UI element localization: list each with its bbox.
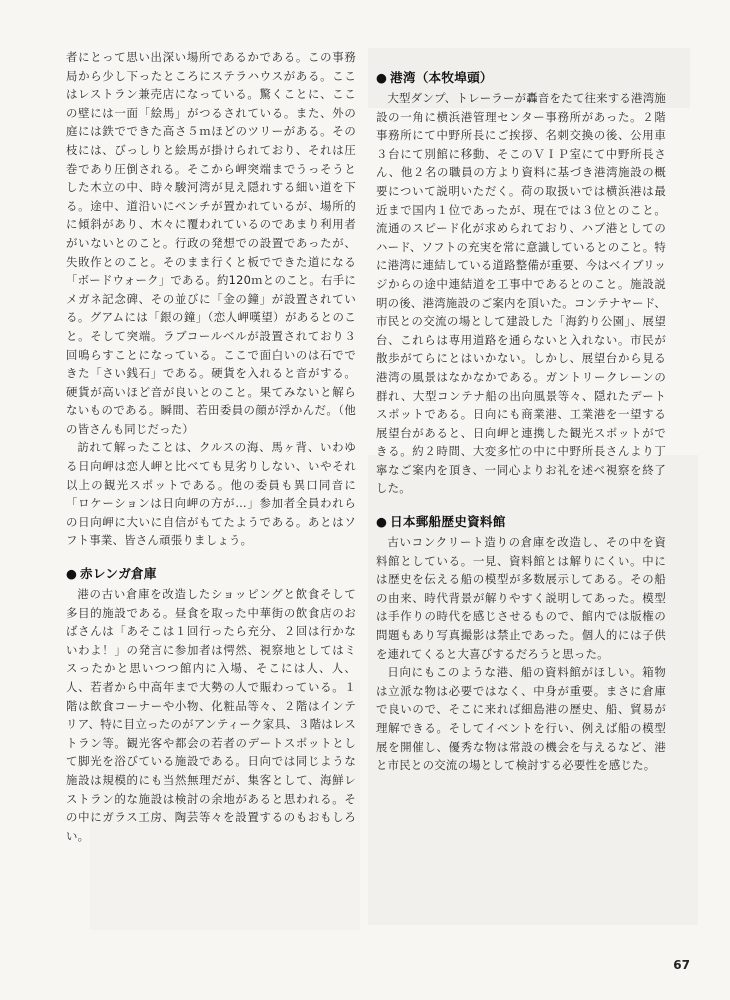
intro-paragraph: 者にとって思い出深い場所であるかである。この事務局から少し下ったところにステラハウスがある。ここはレストラン兼売店になっている。驚くことに、ここの壁には一面「絵馬」がつるされている。また、外の庭には鉄でできた高さ５ｍほどのツリーがある。その枝には、びっしりと絵馬が掛けられており、それは圧巻であり圧倒される。そこから岬突端までうっそうとした木立の中、時々駿河湾が見え隠れする細い道を下る。途中、道沿いにベンチが置かれているが、場所的に傾斜があり、木々に覆われているのであまり利用者がいないとのこと。行政の発想での設置であったが、失敗作とのこと。そのまま行くと板でできた道になる「ボードウォーク」である。約120ｍとのこと。右手にメガネ記念碑、その並びに「金の鐘」が設置されている。グアムには「銀の鐘」（恋人岬嘆望）があるとのこと。そして突端。ラブコールベルが設置されており３回鳴らすことになっている。ここで面白いのは石でできた「さい銭石」である。硬貨を入れると音がする。硬貨が高いほど音が良いとのこと。果てみないと解らないものである。瞬間、若田委員の顔が浮かんだ。（他の皆さんも同じだった） (66, 50, 356, 436)
bullet-icon: ● (376, 514, 388, 530)
page-number: 67 (673, 958, 690, 972)
right-column (376, 48, 666, 775)
bullet-icon: ● (376, 70, 388, 85)
section-title-text: 港湾（本牧埠頭） (390, 70, 493, 85)
bullet-icon: ● (66, 566, 78, 582)
section-title-text: 赤レンガ倉庫 (80, 566, 157, 582)
section-title-text: 日本郵船歴史資料館 (390, 514, 506, 530)
port-paragraph: 大型ダンプ、トレーラーが轟音をたて往来する港湾施設の一角に横浜港管理センター事務所があった。２階事務所にて中野所長にご挨拶、名刺交換の後、公用車３台にて別館に移動、そこのＶＩＰ室にて中野所長さん、他２名の職員の方より資料に基づき港湾施設の概要について説明いただく。荷の取扱いでは横浜港は最近まで国内１位であったが、現在では３位とのこと。流通のスピード化が求められており、ハブ港としてのハード、ソフトの充実を常に意識しているとのこと。特に港湾に連結している道路整備が重要、今はベイブリッジからの途中連結道を工事中であるとのこと。施設説明の後、港湾施設のご案内を頂いた。コンテナヤード、市民との交流の場として建設した「海釣り公園」、展望台、これらは専用道路を通らないと入れない。市民が散歩がてらにとはいかない。しかし、展望台から見る港湾の風景はなかなかである。ガントリークレーンの群れ、大型コンテナ船の出向風景等々、隠れたデートスポットである。日向にも商業港、工業港を一望する展望台があると、日向岬と連携した観光スポットができる。約２時間、大変多忙の中に中野所長さんより丁寧なご案内を頂き、一同心よりお礼を述べ視察を終了した。 (376, 91, 666, 496)
museum-paragraph-2: 日向にもこのような港、船の資料館がほしい。箱物は立派な物は必要ではなく、中身が重要。まさに倉庫で良いので、そこに来れば細島港の歴史、船、貿易が理解できる。そしてイベントを行い、例えば船の模型展を開催し、優秀な物は常設の機会を与えるなど、港と市民との交流の場として検討する必要性を感じた。 (376, 665, 666, 773)
section-title-port (376, 68, 666, 87)
museum-paragraph-1: 古いコンクリート造りの倉庫を改造し、その中を資料館としている。一見、資料館とは解りにくい。中には歴史を伝える船の模型が多数展示してある。その船の由来、時代背景が解りやすく説明してあった。模型は手作りの時代を感じさせるもので、館内では版権の問題もあり写真撮影は禁止であった。個人的には子供を連れてくると大喜びするだろうと思った。 (376, 535, 666, 661)
red-brick-paragraph: 港の古い倉庫を改造したショッピングと飲食そして多目的施設である。昼食を取った中華街の飲食店のおばさんは「あそこは１回行ったら充分、２回は行かないわよ！」の発言に参加者は愕然、視察地としてはミスったかと思いつつ館内に入場、そこには人、人、人、若者から中高年まで大勢の人で賑わっている。１階は飲食コーナーや小物、化粧品等々、２階はインテリア、特に目立ったのがアンティーク家具、３階はレストラン等。観光客や都会の若者のデートスポットとして脚光を浴びている施設である。日向では同じような施設は規模的にも当然無理だが、集客として、海鮮レストラン的な施設は検討の余地があると思われる。その中にガラス工房、陶芸等々を設置するのもおもしろい。 (66, 587, 356, 843)
visit-paragraph: 訪れて解ったことは、クルスの海、馬ヶ背、いわゆる日向岬は恋人岬と比べても見劣りしない、いやそれ以上の観光スポットである。他の委員も異口同音に「ロケーションは日向岬の方が…」参加者全員われらの日向岬に大いに自信がもてたようである。あとはソフト事業、皆さん頑張りましょう。 (66, 440, 356, 548)
left-column (66, 48, 356, 845)
section-title-museum (376, 512, 666, 531)
section-title-red-brick (66, 564, 356, 583)
